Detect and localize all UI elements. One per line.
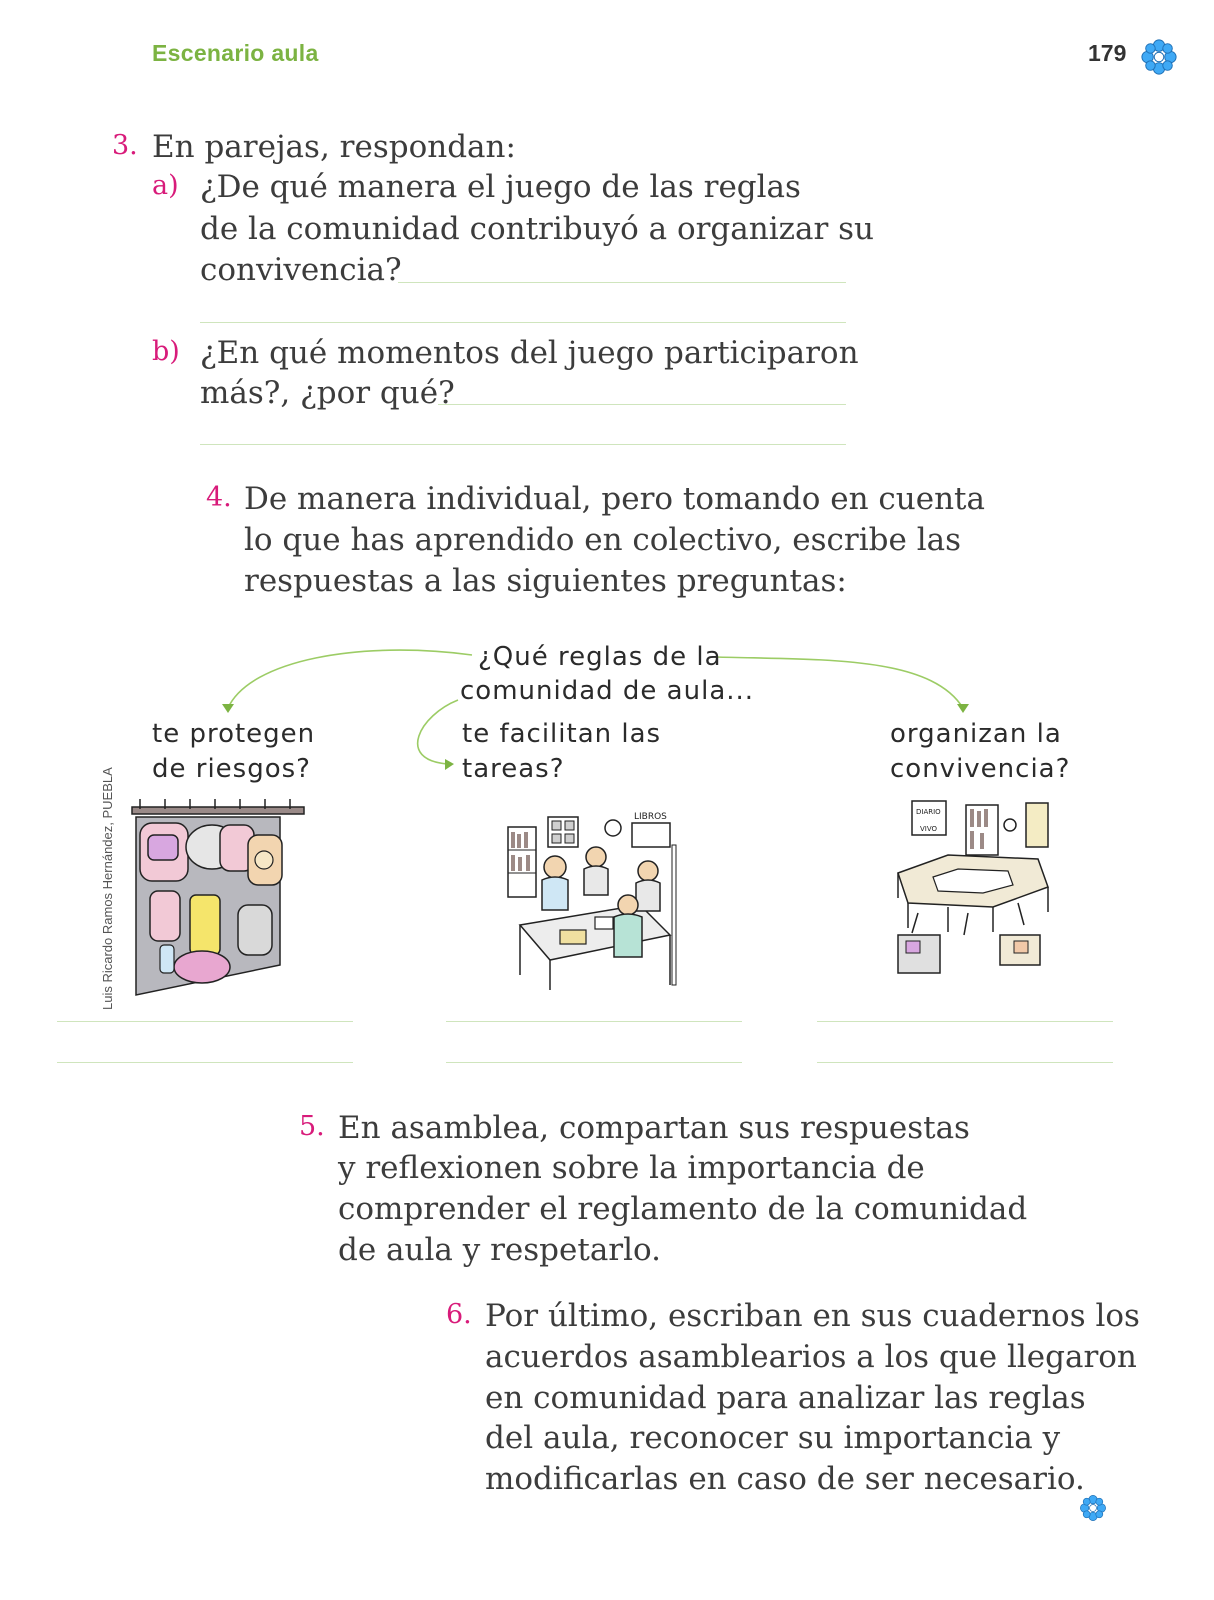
q5-line4: de aula y respetarlo. bbox=[338, 1232, 662, 1268]
q3a-line3: convivencia? bbox=[200, 252, 402, 288]
illustration-credit: Luis Ricardo Ramos Hernández, PUEBLA bbox=[100, 767, 115, 1010]
books-sign: LIBROS bbox=[634, 812, 667, 822]
classroom-coexistence-illustration bbox=[888, 795, 1058, 985]
q6-line5: modificarlas en caso de ser necesario. bbox=[485, 1461, 1085, 1497]
diagram-right-line2: convivencia? bbox=[890, 754, 1071, 784]
q3a-label: a) bbox=[152, 170, 179, 201]
q5-line3: comprender el reglamento de la comunidad bbox=[338, 1191, 1028, 1227]
answer-line-left[interactable] bbox=[57, 1021, 353, 1022]
answer-line-right[interactable] bbox=[817, 1021, 1113, 1022]
newspaper-sign-1: DIARIO bbox=[916, 808, 941, 816]
q3a-line2: de la comunidad contribuyó a organizar su bbox=[200, 211, 874, 247]
q6-line2: acuerdos asamblearios a los que llegaron bbox=[485, 1339, 1137, 1375]
q6-line1: Por último, escriban en sus cuadernos los bbox=[485, 1298, 1140, 1334]
diagram-middle-line1: te facilitan las bbox=[462, 719, 662, 749]
q5-line2: y reflexionen sobre la importancia de bbox=[338, 1150, 925, 1186]
answer-line[interactable] bbox=[200, 322, 846, 323]
q3-number: 3. bbox=[112, 130, 138, 161]
q6-line3: en comunidad para analizar las reglas bbox=[485, 1380, 1086, 1416]
answer-line[interactable] bbox=[200, 444, 846, 445]
answer-line-right[interactable] bbox=[817, 1062, 1113, 1063]
q3b-label: b) bbox=[152, 336, 180, 367]
answer-line-middle[interactable] bbox=[446, 1021, 742, 1022]
section-title: Escenario aula bbox=[152, 40, 319, 66]
answer-line-middle[interactable] bbox=[446, 1062, 742, 1063]
diagram-center-line1: ¿Qué reglas de la bbox=[478, 642, 722, 672]
classroom-tasks-illustration bbox=[500, 805, 680, 995]
diagram-left-line2: de riesgos? bbox=[152, 754, 311, 784]
q6-line4: del aula, reconocer su importancia y bbox=[485, 1420, 1061, 1456]
backpacks-illustration bbox=[130, 795, 310, 1000]
diagram-center-line2: comunidad de aula... bbox=[460, 676, 755, 706]
q4-line1: De manera individual, pero tomando en cuenta bbox=[244, 481, 985, 517]
blue-flower-icon bbox=[1140, 38, 1178, 76]
q3b-line1: ¿En qué momentos del juego participaron bbox=[200, 335, 859, 371]
q5-number: 5. bbox=[299, 1111, 325, 1142]
q4-line3: respuestas a las siguientes preguntas: bbox=[244, 563, 847, 599]
q4-number: 4. bbox=[206, 482, 232, 513]
q3-text: En parejas, respondan: bbox=[152, 129, 516, 165]
diagram-right-line1: organizan la bbox=[890, 719, 1062, 749]
q3b-line2: más?, ¿por qué? bbox=[200, 375, 455, 411]
newspaper-sign-2: VIVO bbox=[920, 825, 938, 833]
q4-line2: lo que has aprendido en colectivo, escribe las bbox=[244, 522, 961, 558]
diagram-middle-line2: tareas? bbox=[462, 754, 565, 784]
blue-flower-icon bbox=[1079, 1494, 1107, 1522]
answer-line-left[interactable] bbox=[57, 1062, 353, 1063]
q6-number: 6. bbox=[446, 1299, 472, 1330]
answer-line[interactable] bbox=[438, 404, 846, 405]
q5-line1: En asamblea, compartan sus respuestas bbox=[338, 1110, 970, 1146]
diagram-left-line1: te protegen bbox=[152, 719, 316, 749]
page-number: 179 bbox=[1088, 40, 1127, 66]
answer-line[interactable] bbox=[398, 282, 846, 283]
q3a-line1: ¿De qué manera el juego de las reglas bbox=[200, 169, 801, 205]
